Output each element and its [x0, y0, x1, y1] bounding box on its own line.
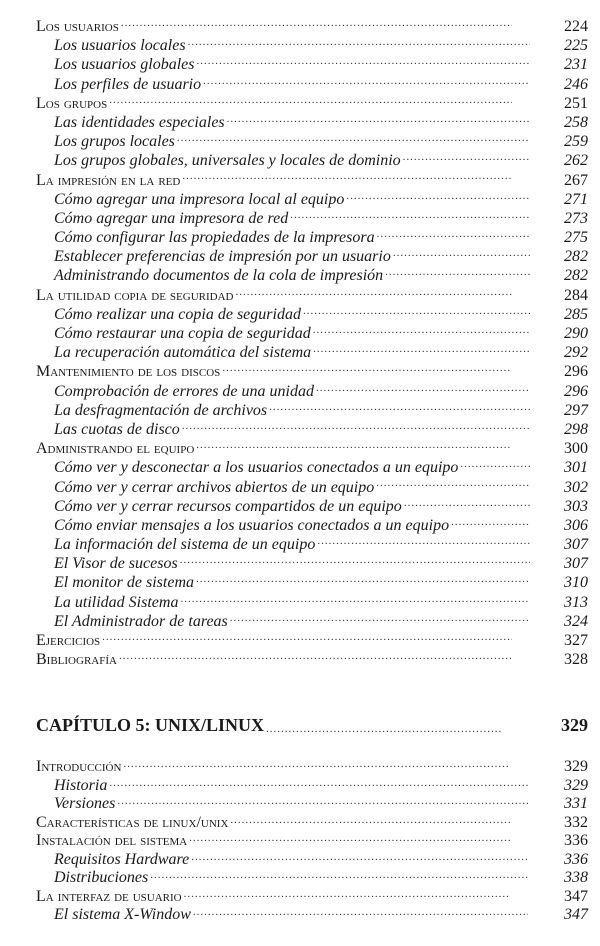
toc-entry-title: Instalación del sistema [36, 832, 188, 849]
toc-page-number: 331 [564, 795, 588, 812]
chapter-heading[interactable] [36, 712, 588, 738]
toc-entry-title: La impresión en la red [36, 171, 181, 189]
toc-entry-title: Mantenimiento de los discos [36, 363, 221, 381]
toc-page-number: 231 [564, 56, 588, 74]
toc-entry-title: Cómo agregar una impresora de red [54, 209, 289, 227]
toc-entry-title: Requisitos Hardware [54, 850, 190, 868]
toc-entry-title: Los grupos locales [54, 133, 175, 151]
toc-page-number: 273 [564, 209, 588, 227]
dot-leader [193, 903, 528, 925]
toc-page-number: 307 [564, 536, 588, 554]
dot-leader [266, 723, 502, 738]
toc-page-number: 296 [564, 363, 588, 381]
toc-page-number: 336 [564, 850, 588, 868]
toc-entry-title: Cómo ver y desconectar a los usuarios conectados a un equipo [54, 459, 459, 477]
toc-page-number: 246 [564, 75, 588, 93]
toc-page-number: 336 [564, 832, 588, 849]
toc-page-number: 258 [564, 113, 588, 131]
toc-entry-title: Cómo ver y cerrar archivos abiertos de un equipo [54, 478, 375, 496]
toc-entry-title: Administrando el equipo [36, 440, 195, 458]
toc-page-number: 282 [564, 248, 588, 266]
toc-entry-title: Bibliografía [36, 651, 117, 669]
toc-entry-title: Introducción [36, 758, 122, 775]
toc-page-number: 225 [564, 37, 588, 55]
toc-entry-title: Los grupos globales, universales y locales de dominio [54, 152, 401, 170]
toc-page-number: 282 [564, 267, 588, 285]
toc-entry-title: Comprobación de errores de una unidad [54, 382, 314, 400]
toc-entry-title: Cómo agregar una impresora local al equipo [54, 190, 345, 208]
toc-entry[interactable] [0, 650, 588, 669]
toc-page-number: 347 [564, 887, 588, 905]
toc-page-number: 328 [564, 651, 588, 669]
toc-entry-title: Las cuotas de disco [54, 420, 180, 438]
toc-entry-title: La utilidad copia de seguridad [36, 286, 234, 304]
toc-page-number: 271 [564, 190, 588, 208]
toc-entry-title: Cómo realizar una copia de seguridad [54, 305, 301, 323]
toc-page-number: 259 [564, 133, 588, 151]
toc-page-number: 275 [564, 229, 588, 247]
toc-page-number: 290 [564, 325, 588, 342]
toc-page-number: 347 [564, 906, 588, 923]
toc-page-number: 301 [564, 459, 588, 477]
toc-entry-title: El Administrador de tareas [54, 612, 228, 630]
toc-entry-title: El Visor de sucesos [54, 555, 178, 573]
toc-entry-title: Ejercicios [36, 632, 101, 649]
toc-entry-title: Los usuarios locales [54, 37, 186, 55]
toc-page-number: 292 [564, 344, 588, 362]
toc-entry-title: La recuperación automática del sistema [54, 344, 312, 362]
toc-page-number: 262 [564, 152, 588, 170]
toc-entry-title: Los grupos [36, 94, 108, 112]
toc-entry-title: Los usuarios [36, 18, 119, 35]
toc-page-number: 313 [564, 593, 588, 611]
chapter-title: CAPÍTULO 5: UNIX/LINUX [36, 714, 265, 735]
chapter-page-number: 329 [561, 714, 588, 735]
toc-page-number: 284 [564, 286, 588, 304]
toc-entry-title: Cómo restaurar una copia de seguridad [54, 325, 311, 342]
toc-entry-title: Versiones [54, 795, 116, 812]
toc-entry-title: La utilidad Sistema [54, 593, 179, 611]
toc-entry[interactable] [0, 439, 588, 458]
toc-page-number: 285 [564, 305, 588, 323]
toc-subentry[interactable] [0, 906, 588, 925]
toc-entry-title: La información del sistema de un equipo [54, 536, 316, 554]
toc-page-number: 302 [564, 478, 588, 496]
toc-entry-title: El monitor de sistema [54, 574, 194, 592]
toc-page-number: 338 [564, 869, 588, 886]
toc-entry-title: Características de linux/unix [36, 813, 229, 831]
toc-page-number: 267 [564, 171, 588, 189]
toc-page-number: 310 [564, 574, 588, 592]
toc-page-number: 332 [564, 813, 588, 831]
dot-leader [119, 647, 512, 669]
toc-page-number: 300 [564, 440, 588, 458]
toc-entry-title: Cómo configurar las propiedades de la impresora [54, 229, 375, 247]
toc-entry-title: Los perfiles de usuario [54, 75, 202, 93]
toc-entry-title: Historia [54, 776, 108, 794]
toc-page-number: 329 [564, 776, 588, 794]
toc-entry-title: El sistema X-Window [54, 906, 191, 923]
toc-page-number: 251 [564, 94, 588, 112]
toc-entry-title: Cómo enviar mensajes a los usuarios conectados a un equipo [54, 516, 450, 534]
toc-entry-title: Cómo ver y cerrar recursos compartidos de un equipo [54, 497, 402, 515]
toc-entry-title: La desfragmentación de archivos [54, 401, 268, 419]
toc-page-number: 297 [564, 401, 588, 419]
toc-entry-title: La interfaz de usuario [36, 887, 182, 905]
toc-page-number: 224 [564, 18, 588, 35]
toc-entry-title: Las identidades especiales [54, 113, 225, 131]
toc-page-number: 324 [564, 612, 588, 630]
toc-entry-title: Administrando documentos de la cola de impresión [54, 267, 384, 285]
toc-section-list [0, 17, 600, 669]
toc-entry-title: Distribuciones [54, 869, 149, 886]
toc-page-number: 298 [564, 420, 588, 438]
toc-entry-title: Los usuarios globales [54, 56, 195, 74]
toc-page-number: 307 [564, 555, 588, 573]
toc-page-number: 306 [564, 516, 588, 534]
toc-entry-title: Establecer preferencias de impresión por un usuario [54, 248, 391, 266]
toc-page-number: 296 [564, 382, 588, 400]
toc-page-number: 303 [564, 497, 588, 515]
toc-page-number: 327 [564, 632, 588, 649]
toc-page-number: 329 [564, 758, 588, 775]
chapter-toc-list [0, 758, 600, 925]
